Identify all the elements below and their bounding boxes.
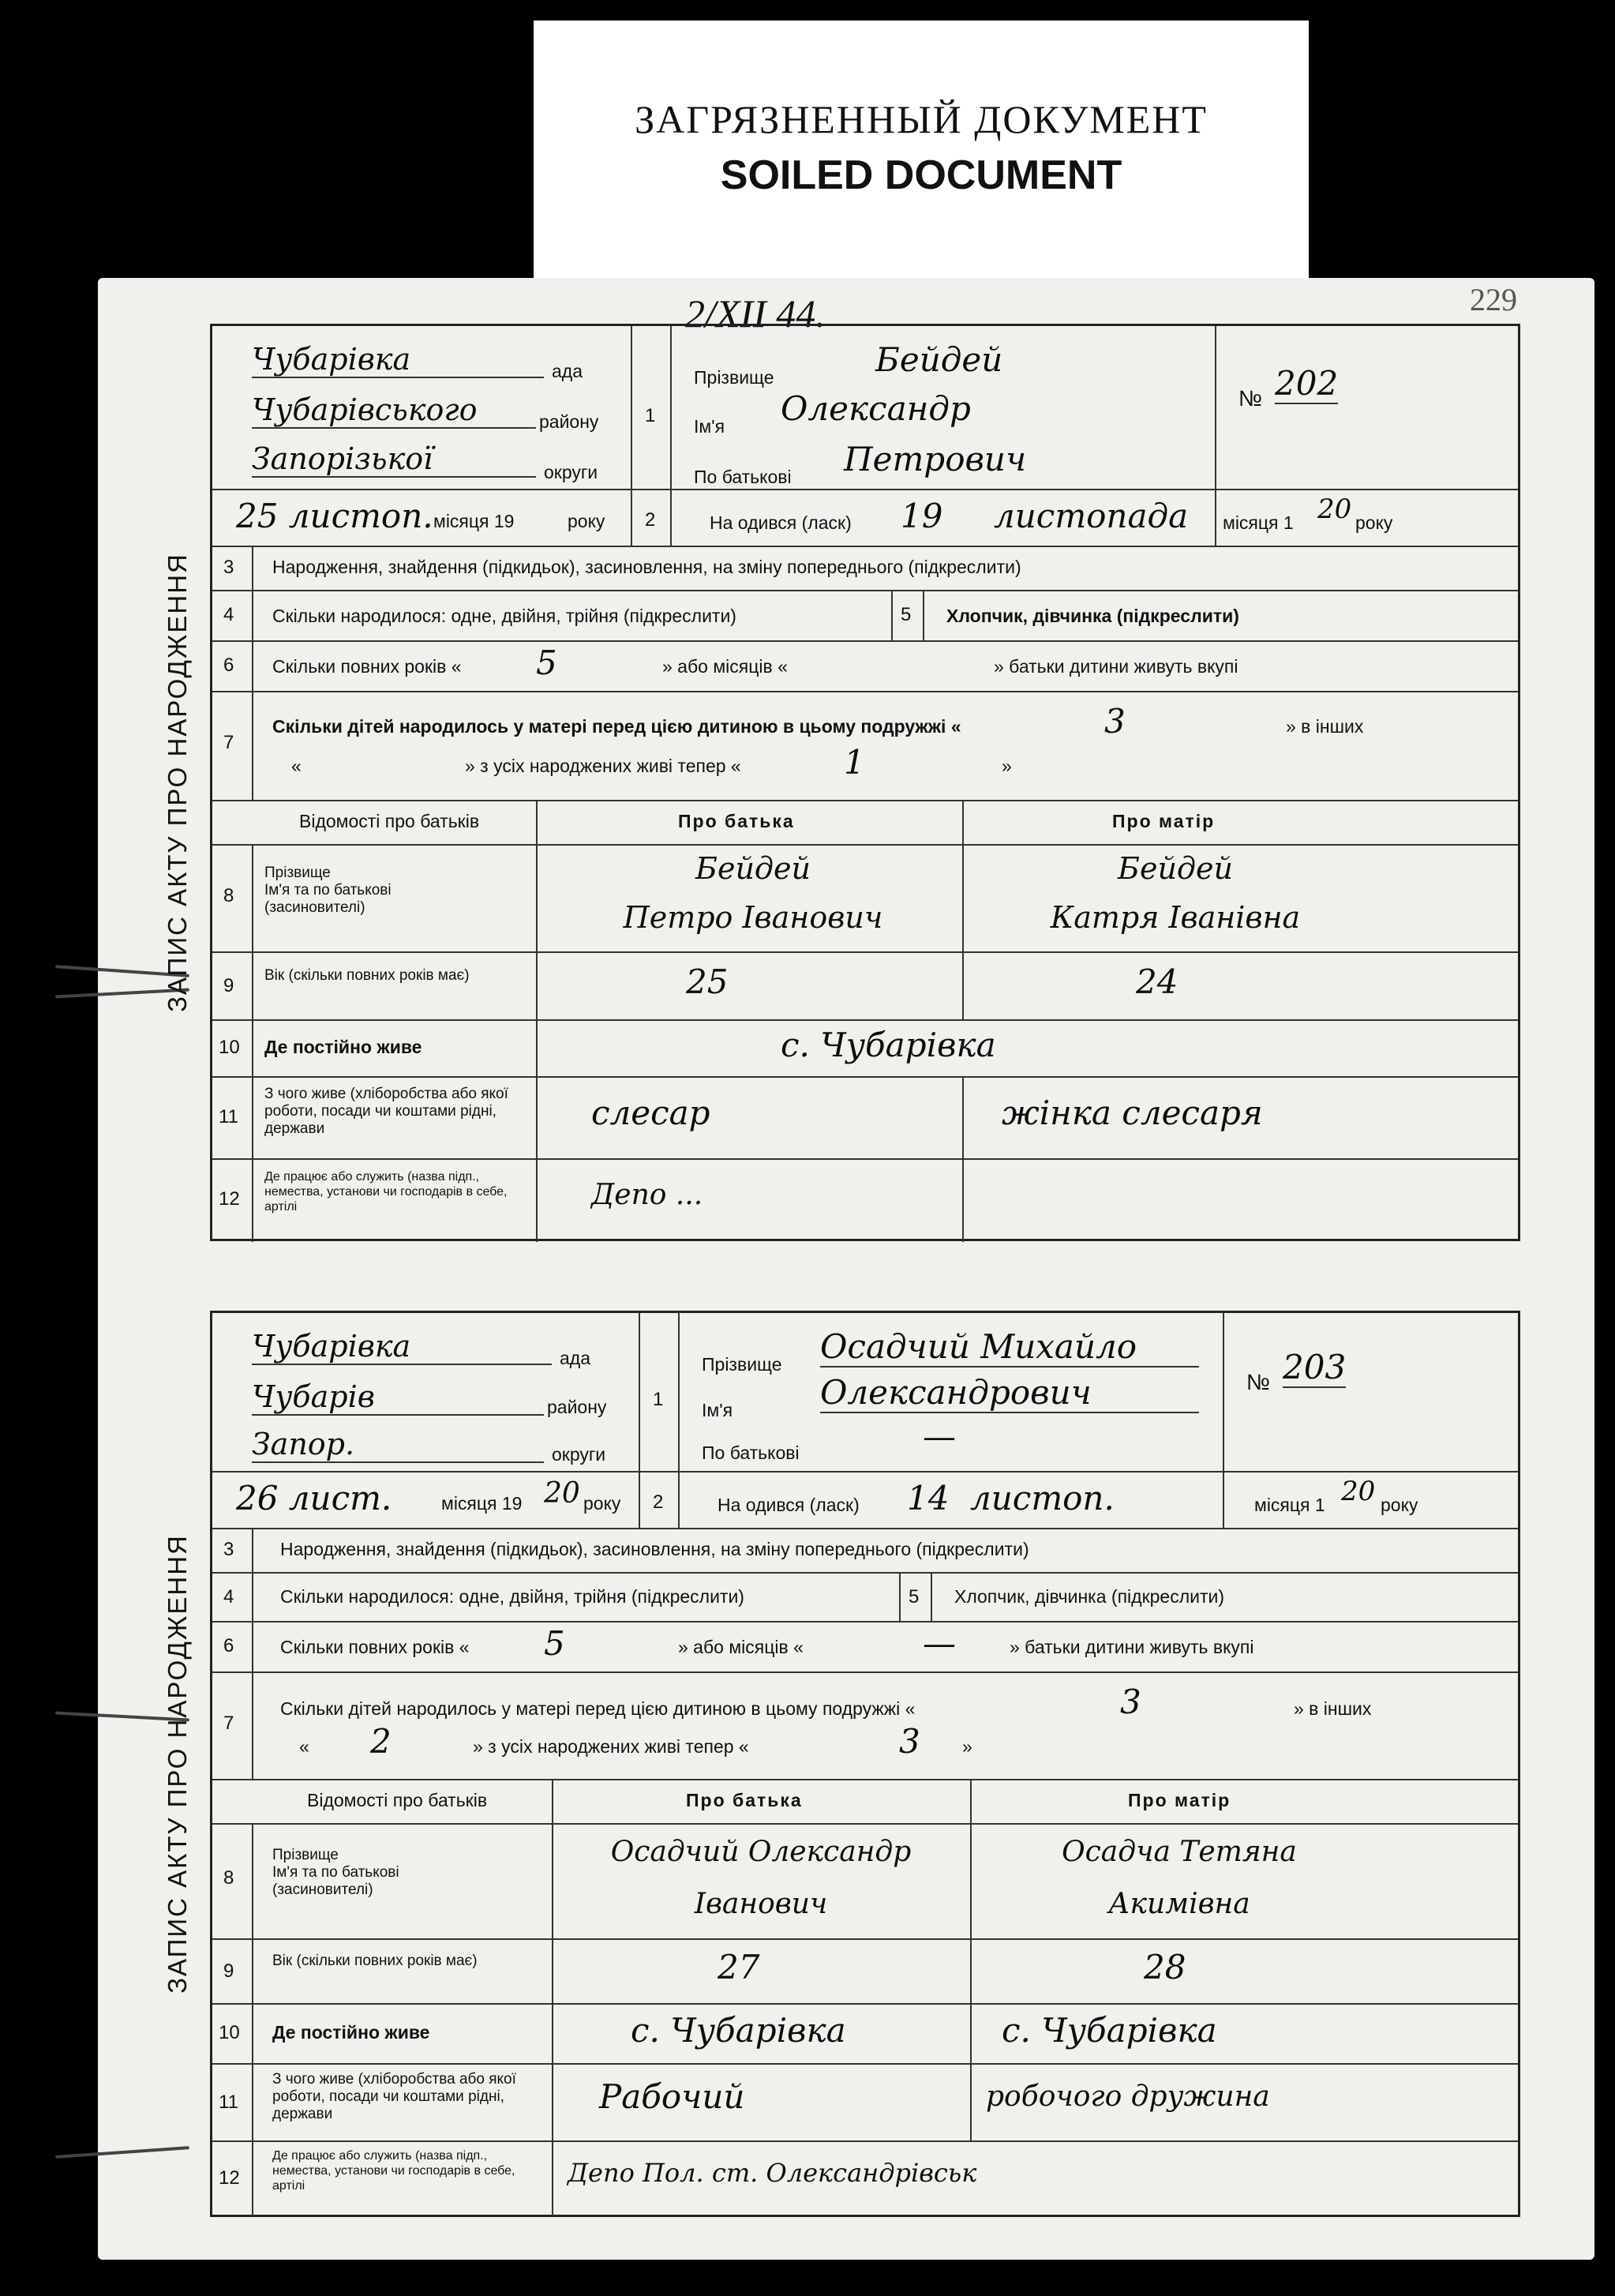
- raion-label: району: [547, 1397, 607, 1417]
- row6-label-b: » або місяців «: [662, 656, 788, 677]
- row-10: 10 Де постійно живе с. Чубарівка с. Чубарівка: [212, 2003, 1518, 2065]
- row10-label: Де постійно живе: [264, 1037, 422, 1057]
- surname-value: Осадчий Михайло: [820, 1327, 1199, 1367]
- mother-occupation: жінка слесаря: [1002, 1094, 1263, 1132]
- father-age: 25: [686, 962, 729, 1001]
- born-year-label: року: [1381, 1495, 1418, 1515]
- row-10: 10 Де постійно живе с. Чубарівка: [212, 1019, 1518, 1078]
- row11-label: З чого живе (хліборобства або якої роботи, посади чи коштами рідні, держави: [264, 1086, 508, 1137]
- name-value: Олександр: [781, 389, 971, 428]
- row7-label-e: »: [962, 1736, 972, 1757]
- number-label: №: [1246, 1370, 1271, 1394]
- record-number: 203: [1283, 1348, 1347, 1386]
- mother-age: 28: [1144, 1948, 1186, 1986]
- row-11: 11 З чого живе (хліборобства або якої роботи, посади чи коштами рідні, держави слесар жінка слесаря: [212, 1076, 1518, 1160]
- row-3: 3 Народження, знайдення (підкидьок), засиновлення, на зміну попереднього (підкреслити): [212, 1528, 1518, 1574]
- record-grid: [210, 1311, 1520, 2217]
- row5-text: Хлопчик, дівчинка (підкреслити): [946, 606, 1239, 626]
- born-month-label: місяця 1: [1254, 1495, 1325, 1515]
- patronymic-label: По батькові: [702, 1443, 800, 1463]
- surname-label: Прізвище: [702, 1354, 782, 1375]
- row5-text: Хлопчик, дівчинка (підкреслити): [954, 1586, 1225, 1607]
- father-name: Бейдей Петро Іванович: [623, 851, 883, 935]
- born-month-value: листопада: [994, 497, 1189, 535]
- mother-occupation: робочого дружина: [986, 2080, 1270, 2113]
- residence: с. Чубарівка: [631, 2011, 846, 2050]
- okruha-label: округи: [552, 1444, 606, 1465]
- row-12: 12 Де працює або служить (назва підп., немества, установи чи господарів в себе, артілі Депо ...: [212, 1158, 1518, 1242]
- row-7: 7 Скільки дітей народилось у матері перед цією дитиною в цьому подружжі « 3 » в інших « » з усіх народжених живі тепер « 1 »: [212, 691, 1518, 801]
- mother-residence: с. Чубарівка: [1002, 2011, 1217, 2050]
- father-age: 27: [718, 1948, 760, 1986]
- surname-value: Бейдей: [875, 340, 1003, 379]
- row-4-5: 4 Скільки народилося: одне, двійня, трійня (підкреслити) 5 Хлопчик, дівчинка (підкреслити): [212, 1572, 1518, 1623]
- label-russian: ЗАГРЯЗНЕННЫЙ ДОКУМЕНТ: [635, 97, 1208, 141]
- header-father: Про батька: [686, 1790, 803, 1810]
- row7-label-a: Скільки дітей народилось у матері перед цією дитиною в цьому подружжі «: [272, 716, 961, 737]
- row-9: 9 Вік (скільки повних років має) 25 24: [212, 951, 1518, 1021]
- parents-header: [212, 800, 1518, 846]
- row7-label-d: » з усіх народжених живі тепер «: [465, 756, 741, 776]
- side-title: ЗАПИС АКТУ ПРО НАРОДЖЕННЯ: [163, 553, 192, 1012]
- row-11: 11 З чого живе (хліборобства або якої роботи, посади чи коштами рідні, держави Рабочий робочого дружина: [212, 2063, 1518, 2142]
- okruha-value: Запор.: [252, 1427, 544, 1463]
- row12-label: Де працює або служить (назва підп., немества, установи чи господарів в себе, артілі: [272, 2149, 515, 2193]
- row3-text: Народження, знайдення (підкидьок), засиновлення, на зміну попереднього (підкреслити): [280, 1539, 1029, 1559]
- row4-text: Скільки народилося: одне, двійня, трійня (підкреслити): [280, 1586, 744, 1607]
- children-before: 3: [1120, 1683, 1141, 1721]
- header-mother: Про матір: [1128, 1790, 1231, 1810]
- raion-value: Чубарівського: [252, 392, 536, 429]
- years-together: 5: [536, 643, 557, 682]
- born-year-value: 20: [1317, 493, 1352, 525]
- born-month-label: місяця 1: [1223, 512, 1294, 533]
- residence: с. Чубарівка: [781, 1026, 996, 1064]
- row6-label-c: » батьки дитини живуть вкупі: [994, 656, 1238, 677]
- row7-label-d: » з усіх народжених живі тепер «: [473, 1736, 749, 1757]
- soiled-document-label: [534, 21, 1309, 297]
- mother-age: 24: [1136, 962, 1178, 1001]
- name-label: Ім'я: [694, 416, 725, 437]
- mother-name: Осадча Тетяна Акимівна: [1062, 1836, 1297, 1920]
- sheet-number: 229: [1470, 282, 1517, 317]
- row7-label-b: » в інших: [1294, 1698, 1372, 1719]
- father-name: Осадчий Олександр Іванович: [610, 1836, 912, 1920]
- number-label: №: [1238, 386, 1263, 411]
- row9-label: Вік (скільки повних років має): [264, 967, 470, 984]
- workplace: Депо Пол. ст. Олександрівськ: [568, 2158, 977, 2188]
- row-8: 8 Прізвище Ім'я та по батькові (засиновителі) Бейдей Петро Іванович Бейдей Катря Іванівна: [212, 844, 1518, 953]
- patronymic-label: По батькові: [694, 467, 792, 487]
- record-number: 202: [1275, 364, 1339, 403]
- record-grid: [210, 324, 1520, 1241]
- patronymic-value: Петрович: [844, 440, 1027, 478]
- children-alive: 1: [844, 743, 865, 782]
- okruha-label: округи: [544, 462, 598, 482]
- born-label: На одився (ласк): [718, 1495, 860, 1515]
- row11-label: З чого живе (хліборобства або якої роботи, посади чи коштами рідні, держави: [272, 2071, 516, 2122]
- row7-label-e: »: [1002, 756, 1012, 776]
- row-7: 7 Скільки дітей народилось у матері перед цією дитиною в цьому подружжі « 3 » в інших « 2 » з усіх народжених живі тепер « 3 »: [212, 1671, 1518, 1780]
- row-8: 8 Прізвище Ім'я та по батькові (засиновителі) Осадчий Олександр Іванович Осадча Тетяна Акимівна: [212, 1823, 1518, 1940]
- patronymic-value: —: [923, 1417, 956, 1456]
- header-mother: Про матір: [1112, 811, 1216, 831]
- row8-label: Прізвище Ім'я та по батькові (засиновителі): [272, 1847, 399, 1898]
- year-label: року: [568, 511, 605, 531]
- header-info: Відомості про батьків: [299, 811, 480, 831]
- children-other: 2: [370, 1722, 392, 1761]
- father-occupation: слесар: [591, 1094, 710, 1132]
- row7-label-a: Скільки дітей народилось у матері перед цією дитиною в цьому подружжі «: [280, 1698, 916, 1719]
- row-12: 12 Де працює або служить (назва підп., немества, установи чи господарів в себе, артілі Депо Пол. ст. Олександрівськ: [212, 2140, 1518, 2216]
- birth-record-202: [145, 324, 1520, 1241]
- side-title: ЗАПИС АКТУ ПРО НАРОДЖЕННЯ: [163, 1534, 192, 1994]
- header-block: Чубарівка ада Чубарів району Запор. округи 1 Прізвище Осадчий Михайло Ім'я Олександрович По батькові — 26 лист. місяця 19 20 року 2 На одився (ласк) 14 листоп. місяця 1 20 року № 203: [212, 1313, 1518, 1529]
- header-info: Відомості про батьків: [307, 1790, 488, 1810]
- row6-label-a: Скільки повних років «: [272, 656, 462, 677]
- row3-text: Народження, знайдення (підкидьок), засиновлення, на зміну попереднього (підкреслити): [272, 557, 1021, 577]
- header-block: Чубарівка ада Чубарівського району Запорізької округи 1 Прізвище Бейдей Ім'я Олександр По батькові Петрович 25 листоп. місяця 19 року 2 На одився (ласк) 19 листопада місяця 1 20 року № 202: [212, 326, 1518, 547]
- year-suffix: 20: [544, 1477, 580, 1510]
- born-year-value: 20: [1341, 1476, 1376, 1507]
- row-4-5: 4 Скільки народилося: одне, двійня, трійня (підкреслити) 5 Хлопчик, дівчинка (підкреслити): [212, 590, 1518, 642]
- born-day-value: 19: [901, 497, 943, 535]
- father-occupation: Рабочий: [599, 2077, 745, 2116]
- parents-header: [212, 1779, 1518, 1825]
- raion-label: району: [539, 411, 599, 432]
- label-english: SOILED DOCUMENT: [720, 152, 1122, 198]
- row10-label: Де постійно живе: [272, 2022, 430, 2043]
- row7-label-c: «: [291, 756, 302, 776]
- children-before: 3: [1104, 702, 1126, 741]
- date-value: 25 листоп.: [236, 497, 433, 535]
- header-father: Про батька: [678, 811, 795, 831]
- name-value: Олександрович: [820, 1373, 1199, 1413]
- row7-label-c: «: [299, 1736, 309, 1757]
- row-6: 6 Скільки повних років « 5 » або місяців « — » батьки дитини живуть вкупі: [212, 1621, 1518, 1673]
- raion-value: Чубарів: [252, 1379, 544, 1416]
- born-year-label: року: [1355, 512, 1393, 533]
- born-day-value: 14: [907, 1479, 950, 1518]
- birth-record-203: [145, 1311, 1520, 2217]
- row6-label-b: » або місяців «: [678, 1637, 804, 1657]
- row8-label: Прізвище Ім'я та по батькові (засиновителі): [264, 865, 392, 916]
- years-together: 5: [544, 1624, 565, 1663]
- row6-label-c: » батьки дитини живуть вкупі: [1010, 1637, 1254, 1657]
- born-label: На одився (ласк): [710, 512, 852, 533]
- date-value: 26 лист.: [236, 1479, 392, 1518]
- rada-value: Чубарівка: [252, 342, 544, 378]
- rada-label: ада: [560, 1348, 591, 1368]
- row-6: 6 Скільки повних років « 5 » або місяців « » батьки дитини живуть вкупі: [212, 640, 1518, 692]
- workplace: Депо ...: [591, 1179, 703, 1211]
- children-alive: 3: [899, 1722, 920, 1761]
- row-3: 3 Народження, знайдення (підкидьок), засиновлення, на зміну попереднього (підкреслити): [212, 546, 1518, 591]
- rada-value: Чубарівка: [252, 1329, 552, 1365]
- row6-label-a: Скільки повних років «: [280, 1637, 470, 1657]
- okruha-value: Запорізької: [252, 441, 536, 478]
- month-year-label: місяця 19: [441, 1493, 523, 1514]
- row7-label-b: » в інших: [1286, 716, 1364, 737]
- year-label: року: [583, 1493, 621, 1514]
- months-together: —: [923, 1624, 956, 1663]
- born-month-value: листоп.: [970, 1479, 1115, 1518]
- row-9: 9 Вік (скільки повних років має) 27 28: [212, 1938, 1518, 2005]
- row9-label: Вік (скільки повних років має): [272, 1953, 478, 1969]
- row12-label: Де працює або служить (назва підп., немества, установи чи господарів в себе, артілі: [264, 1170, 508, 1214]
- name-label: Ім'я: [702, 1400, 733, 1420]
- month-year-label: місяця 19: [433, 511, 515, 531]
- rada-label: ада: [552, 361, 583, 381]
- row4-text: Скільки народилося: одне, двійня, трійня (підкреслити): [272, 606, 736, 626]
- mother-name: Бейдей Катря Іванівна: [1050, 851, 1301, 935]
- surname-label: Прізвище: [694, 367, 774, 388]
- registry-mark: 2/XII 44.: [685, 291, 826, 336]
